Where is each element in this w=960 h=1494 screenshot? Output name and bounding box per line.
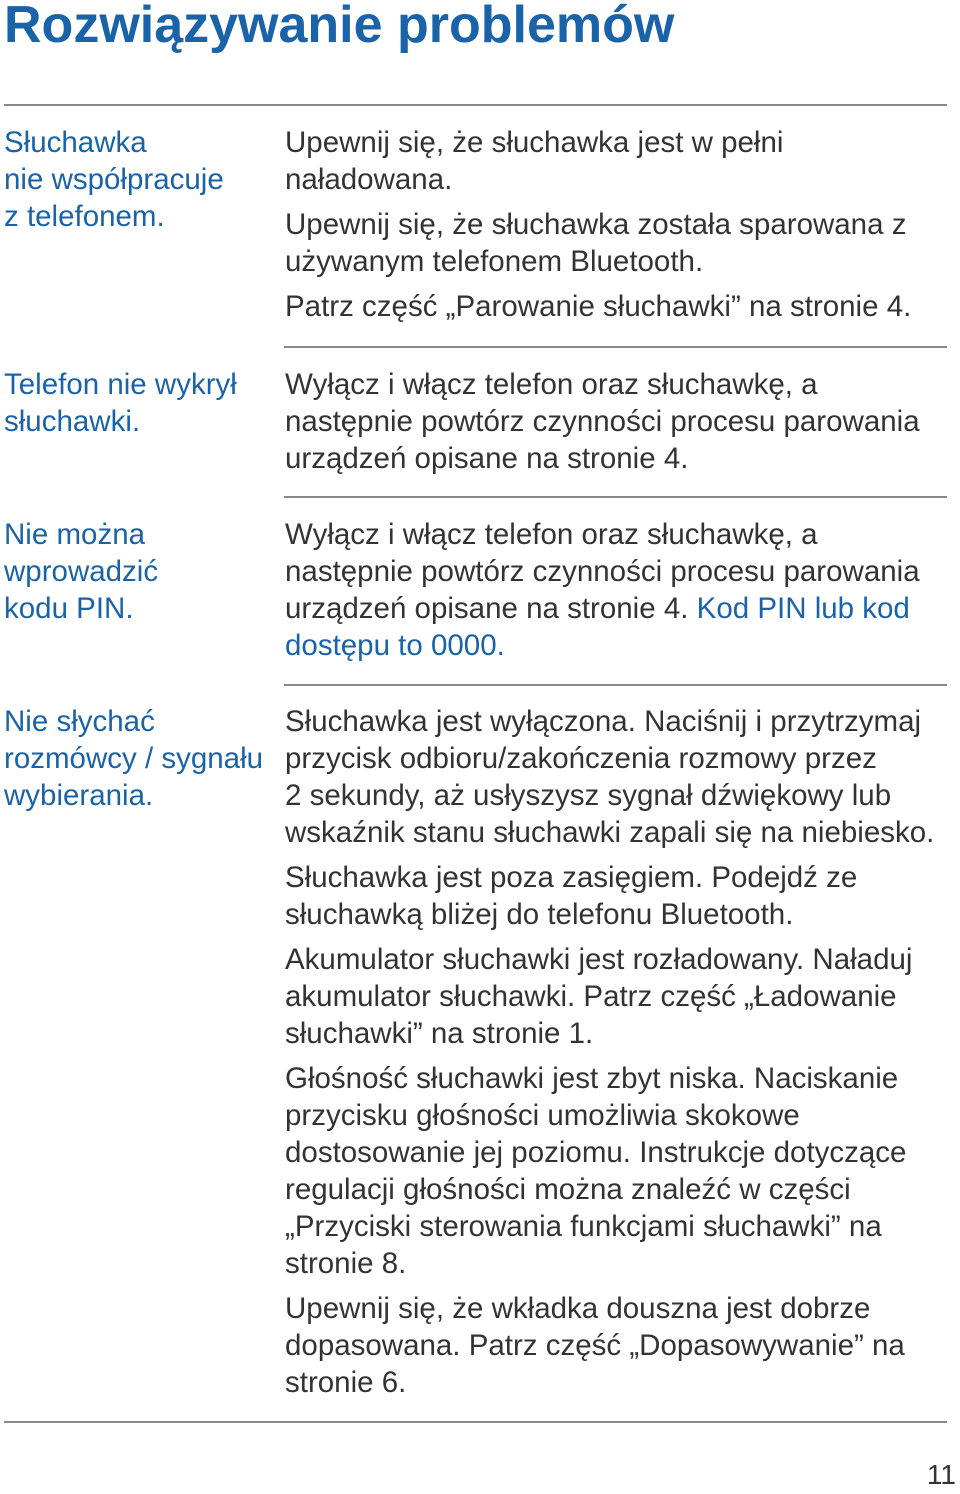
problem-phone-not-detecting: Telefon nie wykrył słuchawki. xyxy=(4,368,237,438)
solution-paragraph: Głośność słuchawki jest zbyt niska. Naciskanie przycisku głośności umożliwia skokowe dostosowanie jej poziomu. Instrukcje dotyczące regulacji głośności można znaleźć w części „Przyciski sterowania funkcjami słuchawki” na stronie 8. xyxy=(285,1062,907,1280)
solution-paragraph: Upewnij się, że wkładka douszna jest dobrze dopasowana. Patrz część „Dopasowywanie” na stronie 6. xyxy=(285,1292,905,1399)
row-divider xyxy=(284,684,947,686)
solution-paragraph: Akumulator słuchawki jest rozładowany. Naładuj akumulator słuchawki. Patrz część „Ładowanie słuchawki” na stronie 1. xyxy=(285,943,913,1050)
page-number: 11 xyxy=(926,1459,956,1490)
solution-paragraph: Słuchawka jest poza zasięgiem. Podejdź ze słuchawką bliżej do telefonu Bluetooth. xyxy=(285,861,858,931)
solution-paragraph xyxy=(285,516,945,664)
solution-paragraph: Upewnij się, że słuchawka została sparowana z używanym telefonem Bluetooth. xyxy=(285,208,907,278)
problem-no-audio: Nie słychać rozmówcy / sygnału wybierania. xyxy=(4,705,264,812)
table-bottom-rule xyxy=(4,1421,947,1423)
solution-paragraph: Wyłącz i włącz telefon oraz słuchawkę, a następnie powtórz czynności procesu parowania urządzeń opisane na stronie 4. xyxy=(285,368,920,475)
table-top-rule xyxy=(4,104,947,106)
solution-paragraph: Upewnij się, że słuchawka jest w pełni naładowana. xyxy=(285,126,784,196)
solution-headset-not-working xyxy=(285,124,945,333)
solution-paragraph: Słuchawka jest wyłączona. Naciśnij i przytrzymaj przycisk odbioru/zakończenia rozmowy przez 2 sekundy, aż usłyszysz sygnał dźwiękowy lub wskaźnik stanu słuchawki zapali się na niebiesko. xyxy=(285,705,935,849)
problem-headset-not-working: Słuchawka nie współpracuje z telefonem. xyxy=(4,126,224,233)
solution-no-audio xyxy=(285,703,945,1409)
problem-pin-entry: Nie można wprowadzić kodu PIN. xyxy=(4,518,159,625)
row-divider xyxy=(284,496,947,498)
page-title: Rozwiązywanie problemów xyxy=(4,0,675,54)
solution-pin-entry xyxy=(285,516,945,672)
pin-code-note: Kod PIN lub kod dostępu to 0000. xyxy=(285,592,910,662)
row-divider xyxy=(284,346,947,348)
solution-text: Wyłącz i włącz telefon oraz słuchawkę, a następnie powtórz czynności procesu parowania urządzeń opisane na stronie 4. xyxy=(285,518,920,625)
solution-paragraph: Patrz część „Parowanie słuchawki” na stronie 4. xyxy=(285,290,912,323)
solution-phone-not-detecting xyxy=(285,366,945,485)
